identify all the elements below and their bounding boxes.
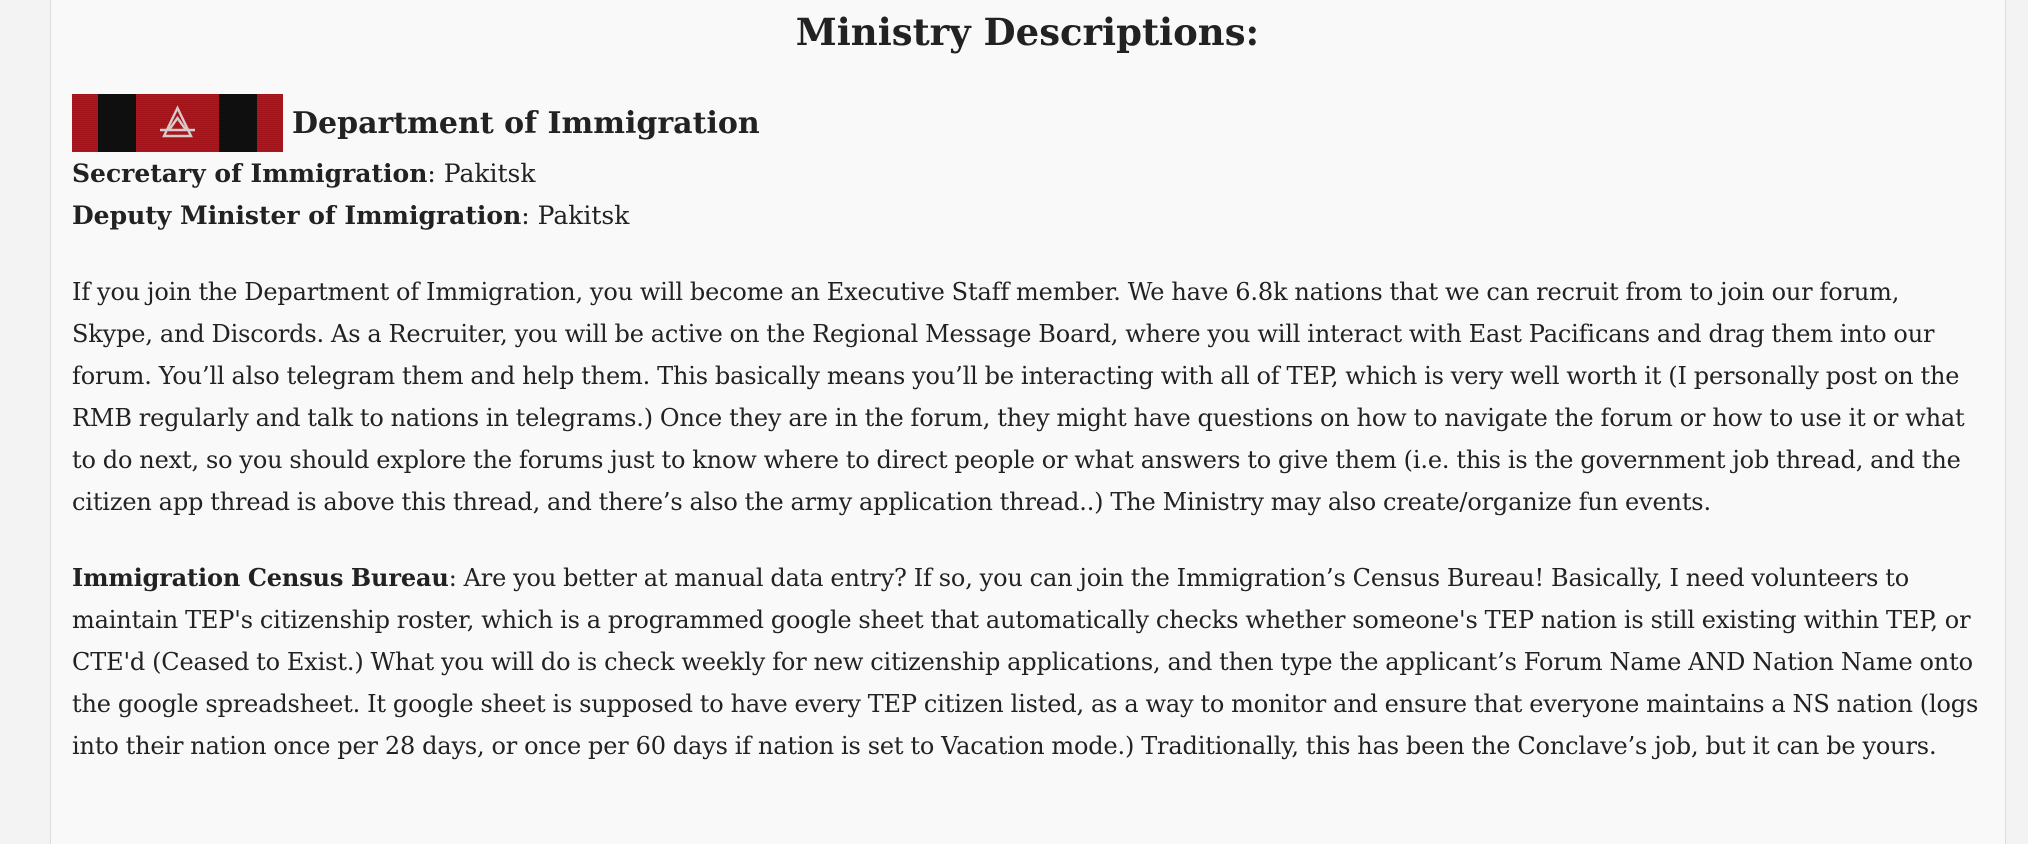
officer-name: Pakitsk — [537, 201, 630, 230]
department-title: Department of Immigration — [292, 105, 760, 141]
census-paragraph — [72, 557, 1983, 767]
officer-secretary — [72, 153, 1983, 195]
officer-sep: : — [427, 159, 444, 188]
census-text: Are you better at manual data entry? If so, you can join the Immigration’s Census Bureau! Basically, I need volunteers to maintain TEP's citizenship roster, which is a programmed google sheet that automatically checks whether someone's TEP nation is still existing within TEP, or CTE'd (Ceased to Exist.) What you will do is check weekly for new citizenship applications, and then type the applicant’s Forum Name AND Nation Name onto the google spreadsheet. It google sheet is supposed to have every TEP citizen listed, as a way to monitor and ensure that everyone maintains a NS nation (logs into their nation once per 28 days, or once per 60 days if nation is set to Vacation mode.) Traditionally, this has been the Conclave’s job, but it can be yours. — [72, 564, 1979, 760]
post-container — [50, 0, 2006, 844]
officer-role: Secretary of Immigration — [72, 159, 428, 188]
page-title: Ministry Descriptions: — [795, 10, 1260, 54]
intro-paragraph: If you join the Department of Immigration, you will become an Executive Staff member. We have 6.8k nations that we can recruit from to join our forum, Skype, and Discords. As a Recruiter, you will be active on the Regional Message Board, where you will interact with East Pacificans and drag them into our forum. You’ll also telegram them and help them. This basically means you’ll be interacting with all of TEP, which is very well worth it (I personally post on the RMB regularly and talk to nations in telegrams.) Once they are in the forum, they might have questions on how to navigate the forum or how to use it or what to do next, so you should explore the forums just to know where to direct people or what answers to give them (i.e. this is the government job thread, and the citizen app thread is above this thread, and there’s also the army application thread..) The Ministry may also create/organize fun events. — [72, 278, 1965, 516]
census-label: Immigration Census Bureau — [72, 563, 449, 592]
officer-role: Deputy Minister of Immigration — [72, 201, 522, 230]
ribbon-medal-icon — [72, 94, 283, 152]
officer-name: Pakitsk — [443, 159, 536, 188]
department-header — [72, 93, 1983, 153]
census-sep: : — [448, 564, 464, 592]
officer-deputy — [72, 195, 1983, 237]
post-content — [72, 0, 1983, 767]
officer-sep: : — [521, 201, 538, 230]
